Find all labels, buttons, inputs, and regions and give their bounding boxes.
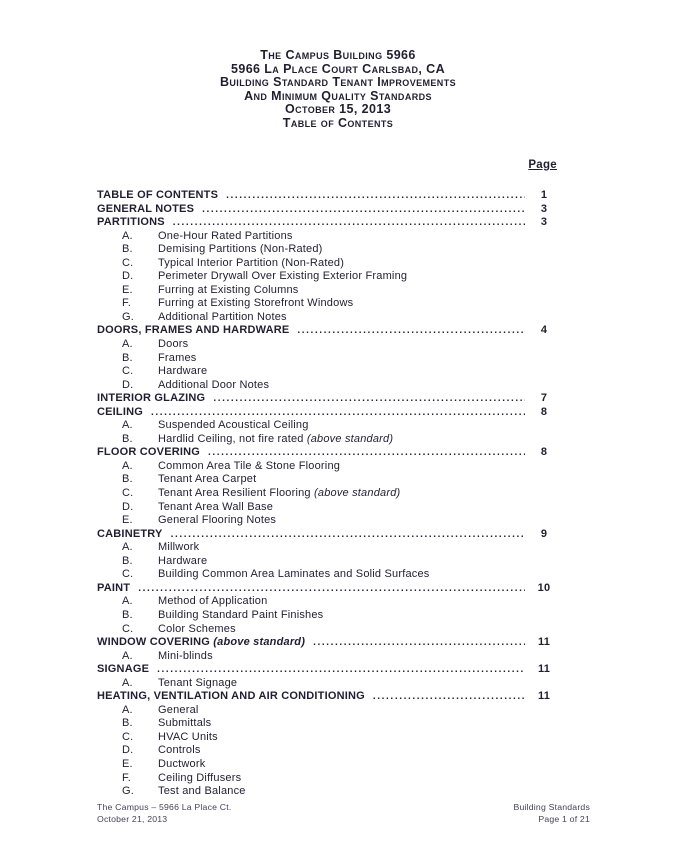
toc-item-text-main: Method of Application [158, 595, 268, 608]
footer-document-name: The Campus – 5966 La Place Ct. [97, 802, 232, 812]
footer-right [513, 801, 590, 825]
toc-section-row [97, 189, 557, 203]
toc-section-row [97, 216, 557, 230]
toc-section-title-text: CABINETRY [97, 527, 163, 540]
toc-item-row [97, 623, 557, 637]
toc-item-row [97, 433, 557, 447]
toc-item-letter: G. [122, 785, 135, 798]
toc-item-text [158, 623, 557, 637]
toc-item-text [158, 650, 557, 664]
toc-item-row [97, 297, 557, 311]
toc-item-row [97, 717, 557, 731]
toc-item-letter: D. [122, 500, 134, 513]
dot-leader [171, 528, 525, 542]
toc-item-text [158, 433, 557, 447]
toc-item-text-main: Ceiling Diffusers [158, 771, 242, 784]
toc-page-number: 9 [540, 527, 548, 540]
toc-item-text [158, 473, 557, 487]
toc-item-letter: E. [122, 514, 133, 527]
toc-item-text-main: Millwork [158, 541, 200, 554]
toc-item-text [158, 311, 557, 325]
toc-item-row [97, 677, 557, 691]
toc-item-text [158, 785, 557, 799]
dot-leader [173, 216, 525, 230]
toc-item-row [97, 243, 557, 257]
toc-item-text-main: Building Common Area Laminates and Solid Surfaces [158, 568, 430, 581]
toc-item-row [97, 595, 557, 609]
toc-item-row [97, 501, 557, 515]
toc-item-row [97, 650, 557, 664]
toc-item-text [158, 772, 557, 786]
footer-date: October 21, 2013 [97, 814, 168, 824]
toc-item-row [97, 487, 557, 501]
toc-item-row [97, 785, 557, 799]
toc-item-row [97, 609, 557, 623]
toc-item-row [97, 419, 557, 433]
toc-item-letter: B. [122, 432, 133, 445]
toc-item-text-main: HVAC Units [158, 730, 218, 743]
toc-item-text-main: Tenant Signage [158, 676, 238, 689]
toc-item-text [158, 514, 557, 528]
toc-item-text-main: Common Area Tile & Stone Flooring [158, 459, 341, 472]
table-of-contents [97, 189, 557, 799]
toc-item-letter: A. [122, 703, 133, 716]
toc-item-row [97, 514, 557, 528]
page-column-label: Page [528, 159, 557, 171]
toc-section-title [97, 582, 130, 596]
toc-item-letter: D. [122, 270, 134, 283]
dot-leader [202, 203, 525, 217]
toc-item-letter: A. [122, 649, 133, 662]
dot-leader [157, 663, 525, 677]
toc-item-letter: E. [122, 757, 133, 770]
toc-item-text [158, 541, 557, 555]
toc-item-row [97, 365, 557, 379]
toc-item-text [158, 297, 557, 311]
toc-item-row [97, 772, 557, 786]
toc-item-text [158, 379, 557, 393]
toc-item-text [158, 460, 557, 474]
toc-item-text [158, 284, 557, 298]
toc-item-letter: E. [122, 283, 133, 296]
toc-section-row [97, 663, 557, 677]
toc-item-row [97, 352, 557, 366]
toc-item-text-main: Furring at Existing Storefront Windows [158, 297, 354, 310]
title-line-quality: And Minimum Quality Standards [244, 88, 432, 103]
toc-item-text-main: Additional Partition Notes [158, 310, 287, 323]
toc-item-text-main: Hardware [158, 554, 208, 567]
toc-section-title-text: SIGNAGE [97, 663, 150, 676]
toc-item-text-main: General [158, 703, 199, 716]
dot-leader [313, 636, 525, 650]
toc-item-text [158, 677, 557, 691]
toc-item-text [158, 243, 557, 257]
toc-section-title-text: HEATING, VENTILATION AND AIR CONDITIONING [97, 690, 365, 703]
title-line-address: 5966 La Place Court Carlsbad, CA [230, 61, 446, 76]
toc-item-letter: G. [122, 310, 135, 323]
dot-leader [373, 690, 525, 704]
toc-item-letter: C. [122, 568, 134, 581]
toc-item-letter: A. [122, 541, 133, 554]
toc-item-letter: C. [122, 365, 134, 378]
toc-item-text [158, 230, 557, 244]
toc-item-text [158, 257, 557, 271]
toc-section-title-text: INTERIOR GLAZING [97, 392, 206, 405]
toc-item-letter: A. [122, 676, 133, 689]
footer-doc-type: Building Standards [513, 802, 590, 812]
toc-page-number: 4 [540, 324, 548, 337]
toc-section-title-text: CEILING [97, 405, 144, 418]
toc-item-text-main: Frames [158, 351, 197, 364]
toc-section-row [97, 636, 557, 650]
toc-item-text-main: Test and Balance [158, 785, 246, 798]
toc-item-text-main: Typical Interior Partition (Non-Rated) [158, 256, 345, 269]
toc-section-title [97, 324, 289, 338]
toc-section-title-italic: (above standard) [213, 636, 306, 649]
toc-item-letter: B. [122, 351, 133, 364]
toc-page-number: 10 [537, 581, 551, 594]
toc-item-row [97, 731, 557, 745]
toc-item-text [158, 717, 557, 731]
toc-item-text-main: Demising Partitions (Non-Rated) [158, 243, 323, 256]
title-line-toc: Table of Contents [282, 115, 394, 130]
toc-item-letter: B. [122, 243, 133, 256]
toc-item-row [97, 541, 557, 555]
toc-item-row [97, 568, 557, 582]
toc-item-text-main: Doors [158, 338, 189, 351]
toc-item-letter: C. [122, 622, 134, 635]
toc-item-letter: C. [122, 487, 134, 500]
footer-left [97, 801, 231, 825]
toc-item-letter: A. [122, 229, 133, 242]
toc-item-row [97, 284, 557, 298]
toc-item-text [158, 744, 557, 758]
title-line-date: October 15, 2013 [284, 102, 392, 117]
toc-item-letter: B. [122, 717, 133, 730]
toc-item-text [158, 338, 557, 352]
toc-section-row [97, 203, 557, 217]
toc-section-title-text: TABLE OF CONTENTS [97, 189, 219, 201]
document-title-block [0, 49, 676, 131]
toc-item-text-main: General Flooring Notes [158, 514, 277, 527]
toc-item-text [158, 609, 557, 623]
toc-section-title [97, 203, 194, 217]
toc-page-number: 3 [540, 202, 548, 215]
toc-item-text-main: Furring at Existing Columns [158, 283, 299, 296]
toc-item-letter: A. [122, 595, 133, 608]
toc-item-row [97, 555, 557, 569]
toc-item-text-main: Ductwork [158, 757, 206, 770]
toc-item-letter: D. [122, 744, 134, 757]
footer-page-number: Page 1 of 21 [538, 814, 590, 824]
toc-item-row [97, 257, 557, 271]
toc-item-letter: F. [122, 771, 131, 784]
toc-section-title-text: DOORS, FRAMES AND HARDWARE [97, 324, 290, 337]
title-line-standard: Building Standard Tenant Improvements [219, 75, 457, 90]
toc-section-title [97, 446, 200, 460]
toc-item-text [158, 501, 557, 515]
toc-section-title [97, 636, 305, 650]
page-column-header [97, 159, 557, 171]
toc-section-title [97, 216, 165, 230]
toc-item-text-italic: (above standard) [314, 487, 401, 500]
toc-section-title-text: PAINT [97, 581, 131, 594]
toc-item-letter: C. [122, 730, 134, 743]
toc-page-number: 7 [540, 392, 548, 405]
toc-section-title [97, 663, 149, 677]
toc-item-letter: A. [122, 459, 133, 472]
toc-section-title [97, 406, 143, 420]
toc-section-row [97, 528, 557, 542]
toc-item-text [158, 595, 557, 609]
toc-item-letter: A. [122, 419, 133, 432]
toc-section-row [97, 392, 557, 406]
toc-section-title [97, 528, 163, 542]
dot-leader [297, 324, 525, 338]
toc-page-number: 3 [540, 216, 548, 229]
toc-page-number: 1 [540, 189, 548, 201]
toc-section-title-text: PARTITIONS [97, 216, 165, 229]
toc-page-number: 11 [537, 663, 551, 676]
toc-item-text [158, 704, 557, 718]
toc-item-text [158, 419, 557, 433]
toc-section-row [97, 690, 557, 704]
toc-item-letter: B. [122, 554, 133, 567]
toc-section-title-text: GENERAL NOTES [97, 202, 195, 215]
toc-item-row [97, 338, 557, 352]
toc-page-number: 8 [540, 446, 548, 459]
toc-section-title [97, 189, 218, 203]
toc-item-letter: B. [122, 608, 133, 621]
toc-item-text-main: Controls [158, 744, 201, 757]
toc-item-row [97, 311, 557, 325]
toc-page-number: 11 [537, 690, 551, 703]
toc-item-row [97, 460, 557, 474]
dot-leader [213, 392, 525, 406]
toc-item-letter: A. [122, 338, 133, 351]
toc-section-row [97, 406, 557, 420]
dot-leader [226, 189, 525, 203]
toc-item-text-main: Suspended Acoustical Ceiling [158, 419, 309, 432]
toc-item-text-main: Color Schemes [158, 622, 236, 635]
toc-item-text-main: Tenant Area Resilient Flooring [158, 487, 315, 500]
toc-item-text [158, 270, 557, 284]
toc-item-text [158, 758, 557, 772]
toc-item-text-main: Submittals [158, 717, 212, 730]
dot-leader [151, 406, 525, 420]
toc-item-text [158, 568, 557, 582]
toc-section-title-text: FLOOR COVERING [97, 446, 201, 459]
toc-section-row [97, 582, 557, 596]
toc-item-text [158, 352, 557, 366]
toc-section-title [97, 690, 365, 704]
toc-item-row [97, 230, 557, 244]
toc-item-text-main: One-Hour Rated Partitions [158, 229, 293, 242]
toc-section-row [97, 324, 557, 338]
toc-item-text-main: Perimeter Drywall Over Existing Exterior Framing [158, 270, 408, 283]
toc-item-text [158, 487, 557, 501]
toc-item-text-italic: (above standard) [306, 432, 394, 445]
toc-item-letter: B. [122, 473, 133, 486]
toc-item-letter: F. [122, 297, 131, 310]
toc-section-title-text: WINDOW COVERING [97, 636, 214, 649]
toc-item-text-main: Mini-blinds [158, 649, 213, 662]
toc-item-row [97, 744, 557, 758]
toc-item-text-main: Tenant Area Carpet [158, 473, 257, 486]
toc-item-text-main: Hardware [158, 365, 208, 378]
toc-item-row [97, 473, 557, 487]
dot-leader [138, 582, 525, 596]
toc-item-text [158, 365, 557, 379]
dot-leader [208, 446, 525, 460]
toc-item-row [97, 379, 557, 393]
toc-item-text-main: Additional Door Notes [158, 378, 270, 391]
toc-item-text-main: Tenant Area Wall Base [158, 500, 274, 513]
toc-item-letter: C. [122, 256, 134, 269]
toc-item-row [97, 758, 557, 772]
toc-item-row [97, 270, 557, 284]
toc-item-text-main: Hardlid Ceiling, not fire rated [158, 432, 307, 445]
toc-section-row [97, 446, 557, 460]
toc-page-number: 11 [537, 636, 551, 649]
toc-page-number: 8 [540, 405, 548, 418]
toc-item-text-main: Building Standard Paint Finishes [158, 608, 324, 621]
toc-item-row [97, 704, 557, 718]
toc-item-text [158, 555, 557, 569]
toc-item-letter: D. [122, 378, 134, 391]
toc-item-text [158, 731, 557, 745]
title-line-building: The Campus Building 5966 [260, 48, 416, 62]
toc-section-title [97, 392, 205, 406]
